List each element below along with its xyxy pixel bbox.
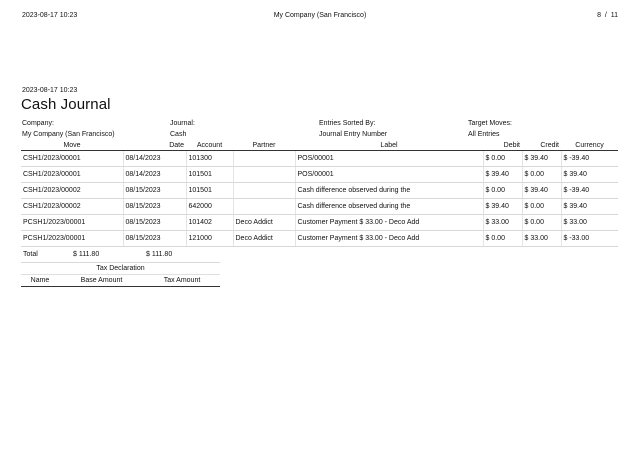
cell-date: 08/14/2023 — [123, 151, 186, 167]
col-partner: Partner — [233, 141, 295, 151]
tax-header-row — [21, 275, 220, 287]
cell-date: 08/15/2023 — [123, 183, 186, 199]
journal-table — [21, 141, 618, 247]
cell-debit: $ 0.00 — [483, 231, 522, 247]
cell-credit: $ 0.00 — [522, 215, 561, 231]
info-journal-label: Journal: — [170, 120, 195, 127]
table-row — [21, 231, 618, 247]
info-journal — [170, 118, 195, 140]
cell-currency: $ 39.40 — [561, 199, 618, 215]
tax-caption: Tax Declaration — [21, 263, 220, 275]
cell-account: 642000 — [186, 199, 233, 215]
col-debit: Debit — [483, 141, 522, 151]
col-date: Date — [123, 141, 186, 151]
info-sorted-value: Journal Entry Number — [319, 131, 388, 138]
header-company: My Company (San Francisco) — [273, 12, 367, 19]
cell-credit: $ 0.00 — [522, 167, 561, 183]
totals-credit: $ 111.80 — [144, 248, 220, 263]
table-row — [21, 199, 618, 215]
totals-debit: $ 111.80 — [71, 248, 144, 263]
cell-currency: $ 39.40 — [561, 167, 618, 183]
header-datetime: 2023-08-17 10:23 — [22, 12, 78, 19]
cell-partner: Deco Addict — [233, 215, 295, 231]
tax-col-tax: Tax Amount — [144, 275, 220, 287]
cell-move: CSH1/2023/00002 — [21, 199, 123, 215]
cell-date: 08/15/2023 — [123, 199, 186, 215]
cell-credit: $ 0.00 — [522, 199, 561, 215]
page-counter — [597, 12, 618, 19]
table-row — [21, 183, 618, 199]
table-row — [21, 151, 618, 167]
cell-debit: $ 39.40 — [483, 167, 522, 183]
cell-label: Customer Payment $ 33.00 - Deco Add — [295, 231, 483, 247]
cell-label: POS/00001 — [295, 151, 483, 167]
info-target-label: Target Moves: — [468, 120, 512, 127]
cell-partner — [233, 151, 295, 167]
cell-account: 101501 — [186, 183, 233, 199]
table-row — [21, 215, 618, 231]
col-move: Move — [21, 141, 123, 151]
cell-debit: $ 0.00 — [483, 183, 522, 199]
totals-table — [21, 248, 220, 263]
col-label: Label — [295, 141, 483, 151]
cell-label: Cash difference observed during the — [295, 199, 483, 215]
col-account: Account — [186, 141, 233, 151]
cell-date: 08/15/2023 — [123, 231, 186, 247]
cell-debit: $ 0.00 — [483, 151, 522, 167]
info-journal-value: Cash — [170, 131, 187, 138]
cell-credit: $ 39.40 — [522, 151, 561, 167]
totals-label: Total — [21, 248, 71, 263]
cell-label: POS/00001 — [295, 167, 483, 183]
cell-credit: $ 33.00 — [522, 231, 561, 247]
cell-move: CSH1/2023/00001 — [21, 167, 123, 183]
cell-currency: $ -39.40 — [561, 183, 618, 199]
col-credit: Credit — [522, 141, 561, 151]
page-total: 11 — [610, 12, 618, 19]
page-header — [22, 12, 618, 22]
info-company — [22, 118, 115, 140]
tax-col-name: Name — [21, 275, 59, 287]
cell-currency: $ -33.00 — [561, 231, 618, 247]
cell-move: CSH1/2023/00001 — [21, 151, 123, 167]
page-current: 8 — [597, 12, 601, 19]
info-company-label: Company: — [22, 120, 54, 127]
cell-move: PCSH1/2023/00001 — [21, 215, 123, 231]
cell-credit: $ 39.40 — [522, 183, 561, 199]
cell-account: 101501 — [186, 167, 233, 183]
cell-date: 08/14/2023 — [123, 167, 186, 183]
cell-partner — [233, 183, 295, 199]
tax-col-base: Base Amount — [59, 275, 144, 287]
cell-currency: $ 33.00 — [561, 215, 618, 231]
col-currency: Currency — [561, 141, 618, 151]
cell-label: Cash difference observed during the — [295, 183, 483, 199]
cell-account: 101300 — [186, 151, 233, 167]
tax-declaration-table — [21, 263, 220, 287]
report-title: Cash Journal — [21, 96, 111, 113]
info-target-value: All Entries — [468, 131, 500, 138]
cell-debit: $ 39.40 — [483, 199, 522, 215]
cell-date: 08/15/2023 — [123, 215, 186, 231]
cell-label: Customer Payment $ 33.00 - Deco Add — [295, 215, 483, 231]
report-date: 2023-08-17 10:23 — [22, 87, 78, 94]
info-company-value: My Company (San Francisco) — [22, 131, 115, 138]
totals-row — [21, 248, 220, 263]
page-separator: / — [604, 12, 607, 19]
cell-partner: Deco Addict — [233, 231, 295, 247]
table-row — [21, 167, 618, 183]
cell-account: 101402 — [186, 215, 233, 231]
info-sorted-label: Entries Sorted By: — [319, 120, 376, 127]
info-sorted — [319, 118, 387, 140]
cell-debit: $ 33.00 — [483, 215, 522, 231]
cell-account: 121000 — [186, 231, 233, 247]
cell-currency: $ -39.40 — [561, 151, 618, 167]
info-target — [468, 118, 512, 140]
cell-partner — [233, 167, 295, 183]
cell-move: PCSH1/2023/00001 — [21, 231, 123, 247]
cell-partner — [233, 199, 295, 215]
cell-move: CSH1/2023/00002 — [21, 183, 123, 199]
table-header-row — [21, 141, 618, 151]
